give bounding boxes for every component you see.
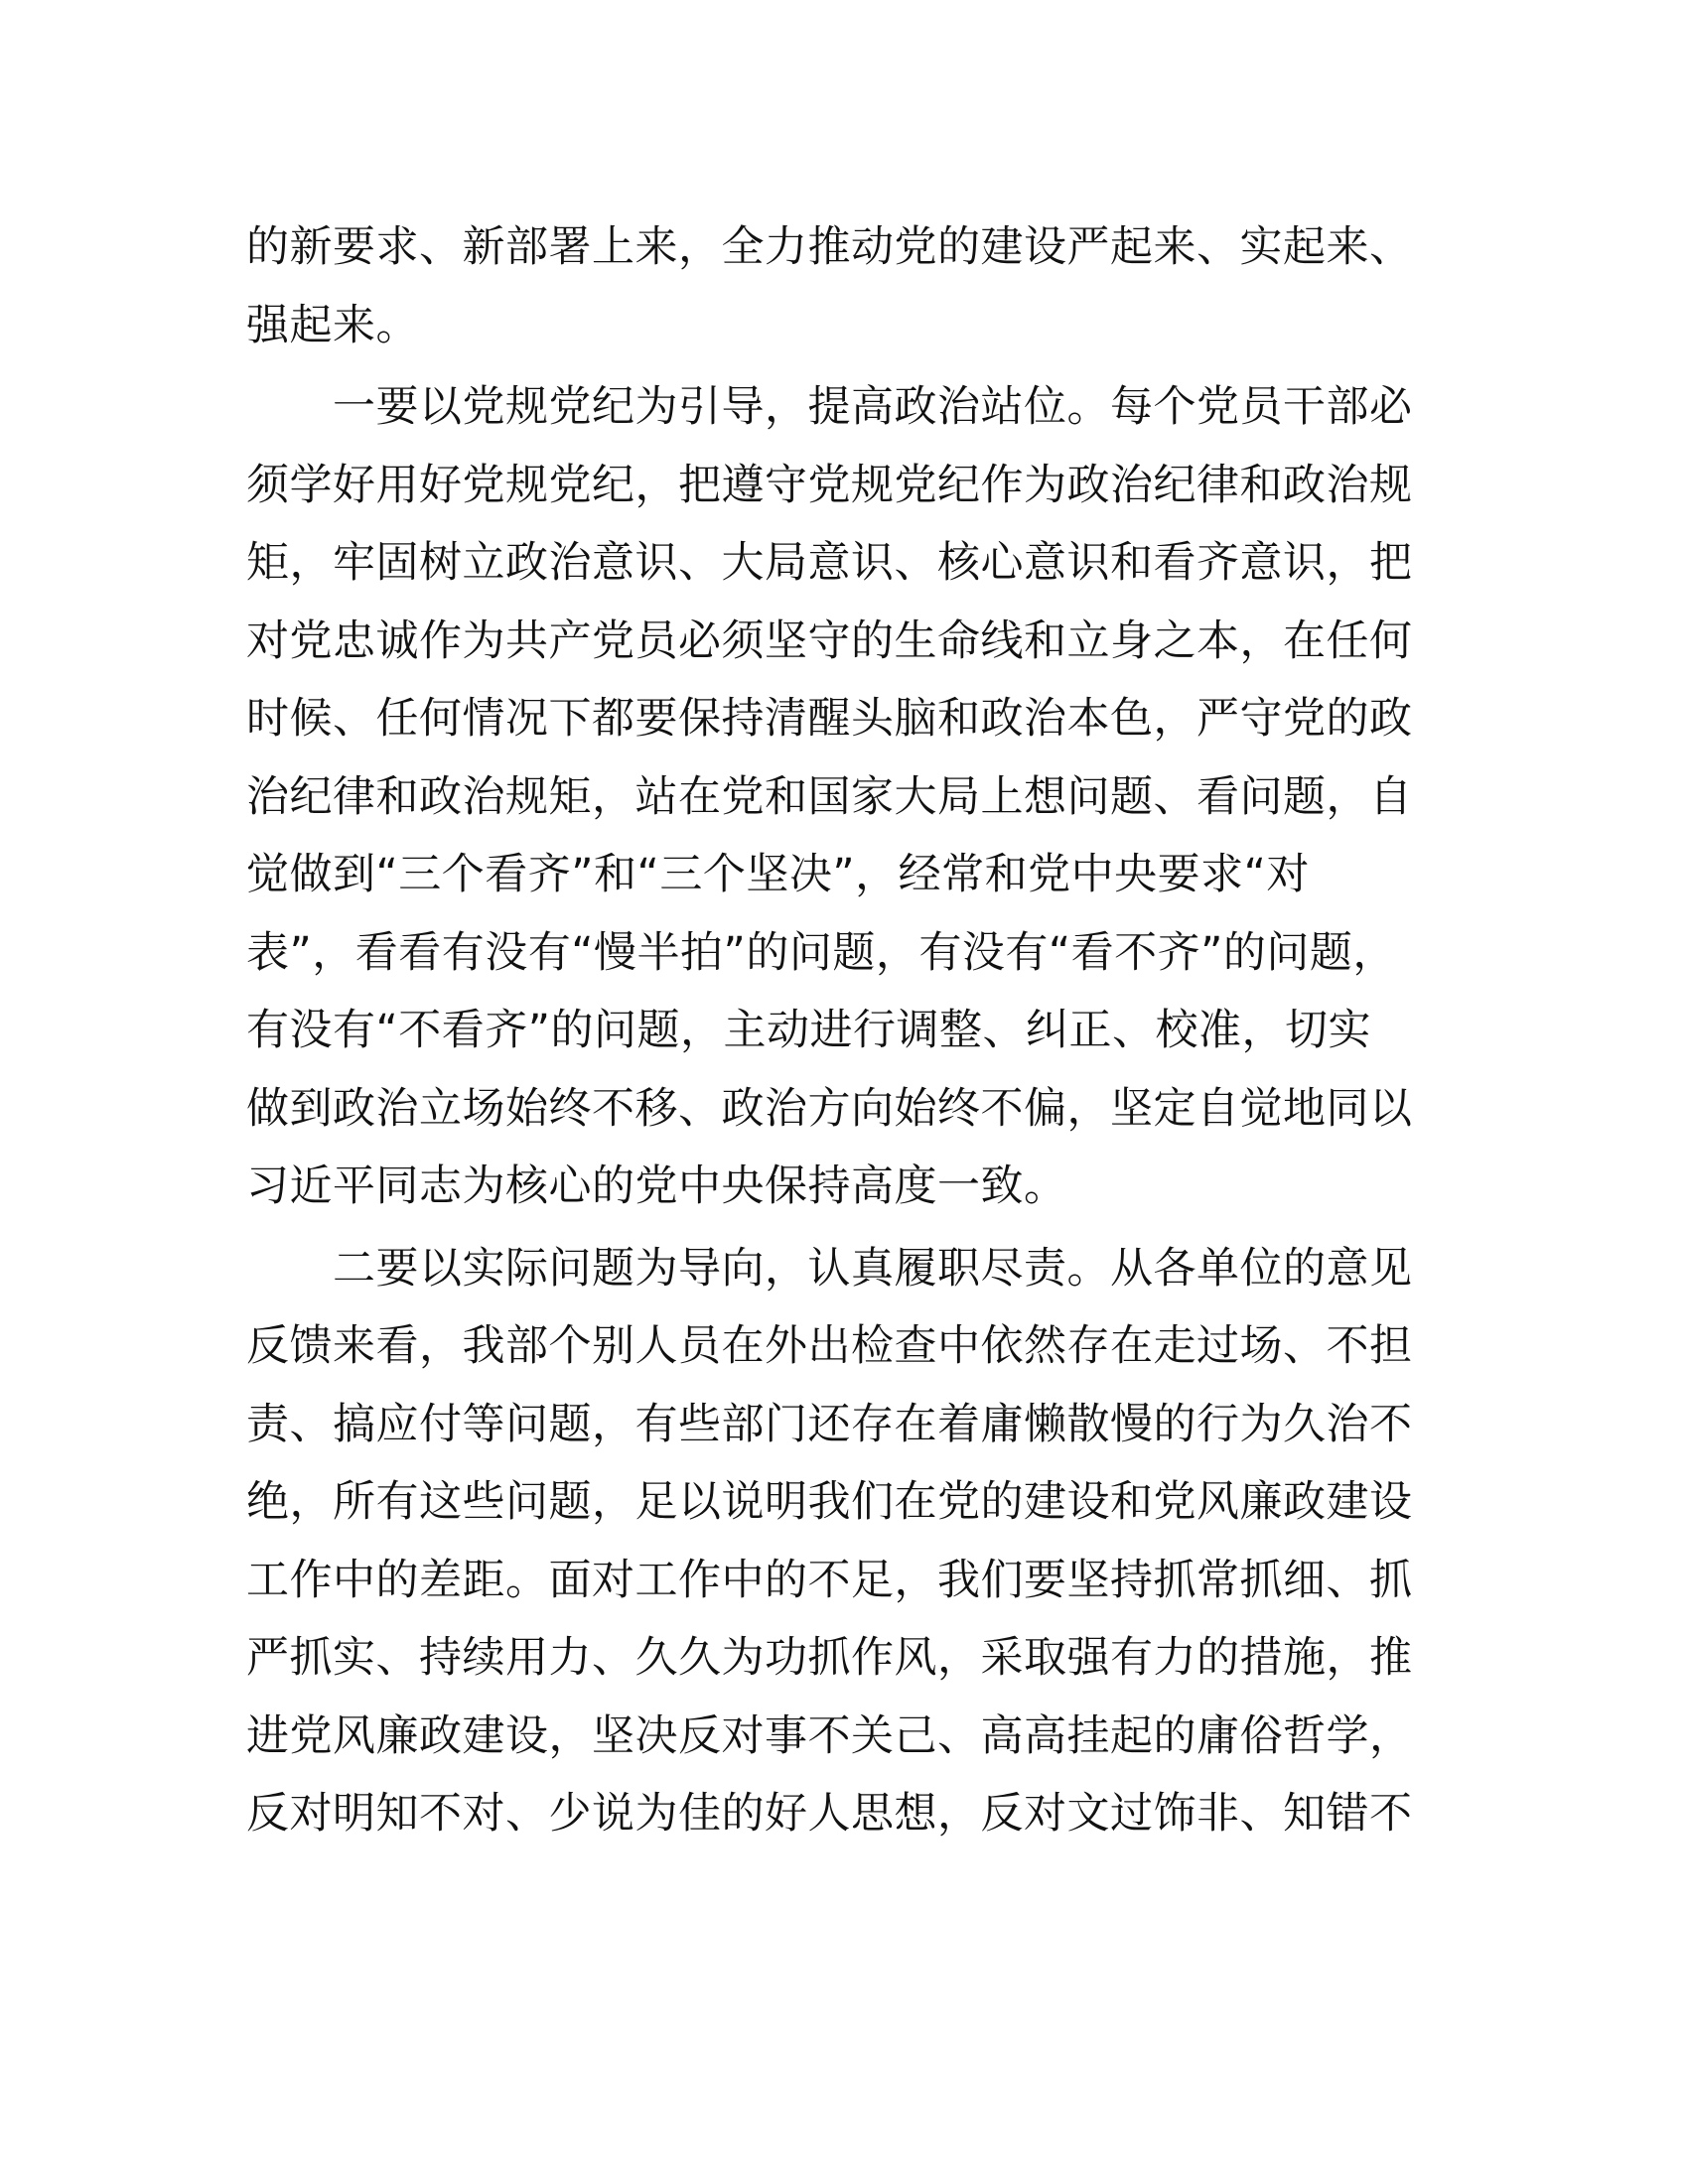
text-line: 时候、任何情况下都要保持清醒头脑和政治本色，严守党的政 (246, 694, 1413, 744)
text-line: 工作中的差距。面对工作中的不足，我们要坚持抓常抓细、抓 (246, 1555, 1413, 1605)
text-line: 进党风廉政建设，坚决反对事不关己、高高挂起的庸俗哲学， (246, 1710, 1413, 1761)
text-line: 觉做到“三个看齐”和“三个坚决”，经常和党中央要求“对 (246, 850, 1310, 899)
text-line: 矩，牢固树立政治意识、大局意识、核心意识和看齐意识，把 (246, 538, 1413, 588)
paragraph (246, 368, 1442, 1226)
text-line: 反对明知不对、少说为佳的好人思想，反对文过饰非、知错不 (246, 1789, 1413, 1839)
text-line: 一要以党规党纪为引导，提高政治站位。每个党员干部必 (246, 382, 1413, 432)
text-line: 有没有“不看齐”的问题，主动进行调整、纠正、校准，切实 (246, 1006, 1372, 1055)
text-line: 反馈来看，我部个别人员在外出检查中依然存在走过场、不担 (246, 1321, 1413, 1371)
text-line: 做到政治立场始终不移、政治方向始终不偏，坚定自觉地同以 (246, 1083, 1413, 1134)
document-body (246, 208, 1442, 1853)
paragraph (246, 1230, 1442, 1853)
text-line: 严抓实、持续用力、久久为功抓作风，采取强有力的措施，推 (246, 1633, 1413, 1683)
paragraph (246, 208, 1442, 364)
text-line: 强起来。 (246, 300, 419, 350)
text-line: 对党忠诚作为共产党员必须坚守的生命线和立身之本，在任何 (246, 615, 1413, 666)
text-line: 须学好用好党规党纪，把遵守党规党纪作为政治纪律和政治规 (246, 460, 1413, 510)
text-line: 的新要求、新部署上来，全力推动党的建设严起来、实起来、 (246, 222, 1413, 272)
text-line: 表”，看看有没有“慢半拍”的问题，有没有“看不齐”的问题， (246, 927, 1396, 978)
text-line: 二要以实际问题为导向，认真履职尽责。从各单位的意见 (246, 1243, 1413, 1294)
text-line: 习近平同志为核心的党中央保持高度一致。 (246, 1161, 1067, 1211)
text-line: 绝，所有这些问题，足以说明我们在党的建设和党风廉政建设 (246, 1477, 1413, 1527)
text-line: 责、搞应付等问题，有些部门还存在着庸懒散慢的行为久治不 (246, 1399, 1413, 1449)
text-line: 治纪律和政治规矩，站在党和国家大局上想问题、看问题，自 (246, 771, 1413, 822)
